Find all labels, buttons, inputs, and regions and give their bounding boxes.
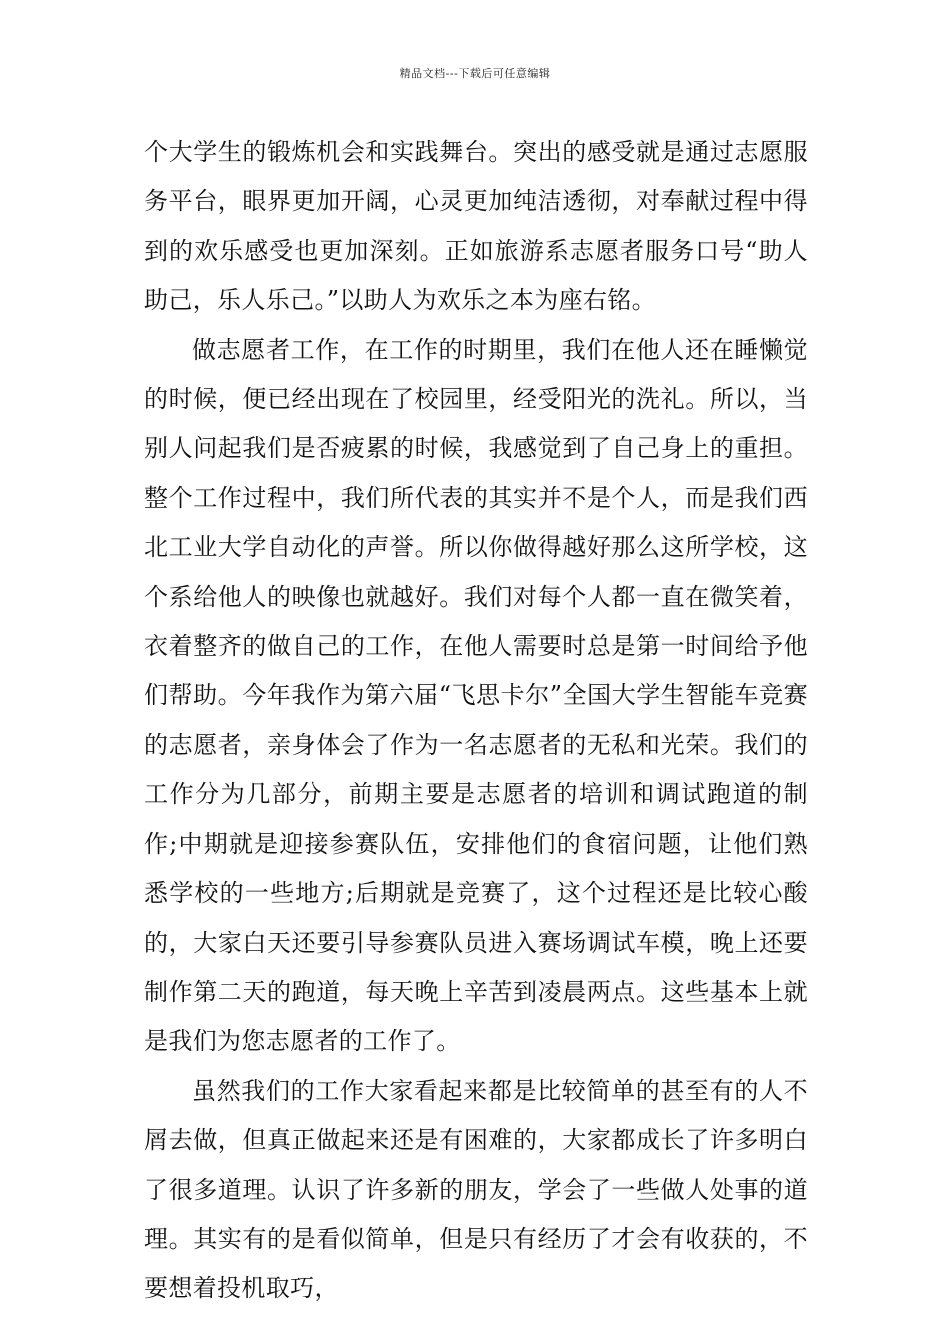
paragraph-3: 虽然我们的工作大家看起来都是比较简单的甚至有的人不屑去做，但真正做起来还是有困难的，大家都成长了许多明白了很多道理。认识了许多新的朋友，学会了一些做人处事的道理。其实有的是看似简单，但是只有经历了才会有收获的，不要想着投机取巧，	[144, 1076, 808, 1303]
page-header: 精品文档---下载后可任意编辑	[399, 67, 551, 80]
paragraph-1: 个大学生的锻炼机会和实践舞台。突出的感受就是通过志愿服务平台，眼界更加开阔，心灵更加纯洁透彻，对奉献过程中得到的欢乐感受也更加深刻。正如旅游系志愿者服务口号“助人助己，乐人乐己。”以助人为欢乐之本为座右铭。	[144, 138, 808, 315]
paragraph-2: 做志愿者工作，在工作的时期里，我们在他人还在睡懒觉的时候，便已经出现在了校园里，经受阳光的洗礼。所以，当别人问起我们是否疲累的时候，我感觉到了自己身上的重担。整个工作过程中，我们所代表的其实并不是个人，而是我们西北工业大学自动化的声誉。所以你做得越好那么这所学校，这个系给他人的映像也就越好。我们对每个人都一直在微笑着，衣着整齐的做自己的工作，在他人需要时总是第一时间给予他们帮助。今年我作为第六届“飞思卡尔”全国大学生智能车竞赛的志愿者，亲身体会了作为一名志愿者的无私和光荣。我们的工作分为几部分，前期主要是志愿者的培训和调试跑道的制作;中期就是迎接参赛队伍，安排他们的食宿问题，让他们熟悉学校的一些地方;后期就是竞赛了，这个过程还是比较心酸的，大家白天还要引导参赛队员进入赛场调试车模，晚上还要制作第二天的跑道，每天晚上辛苦到凌晨两点。这些基本上就是我们为您志愿者的工作了。	[144, 335, 808, 1056]
document-body	[144, 128, 808, 1314]
